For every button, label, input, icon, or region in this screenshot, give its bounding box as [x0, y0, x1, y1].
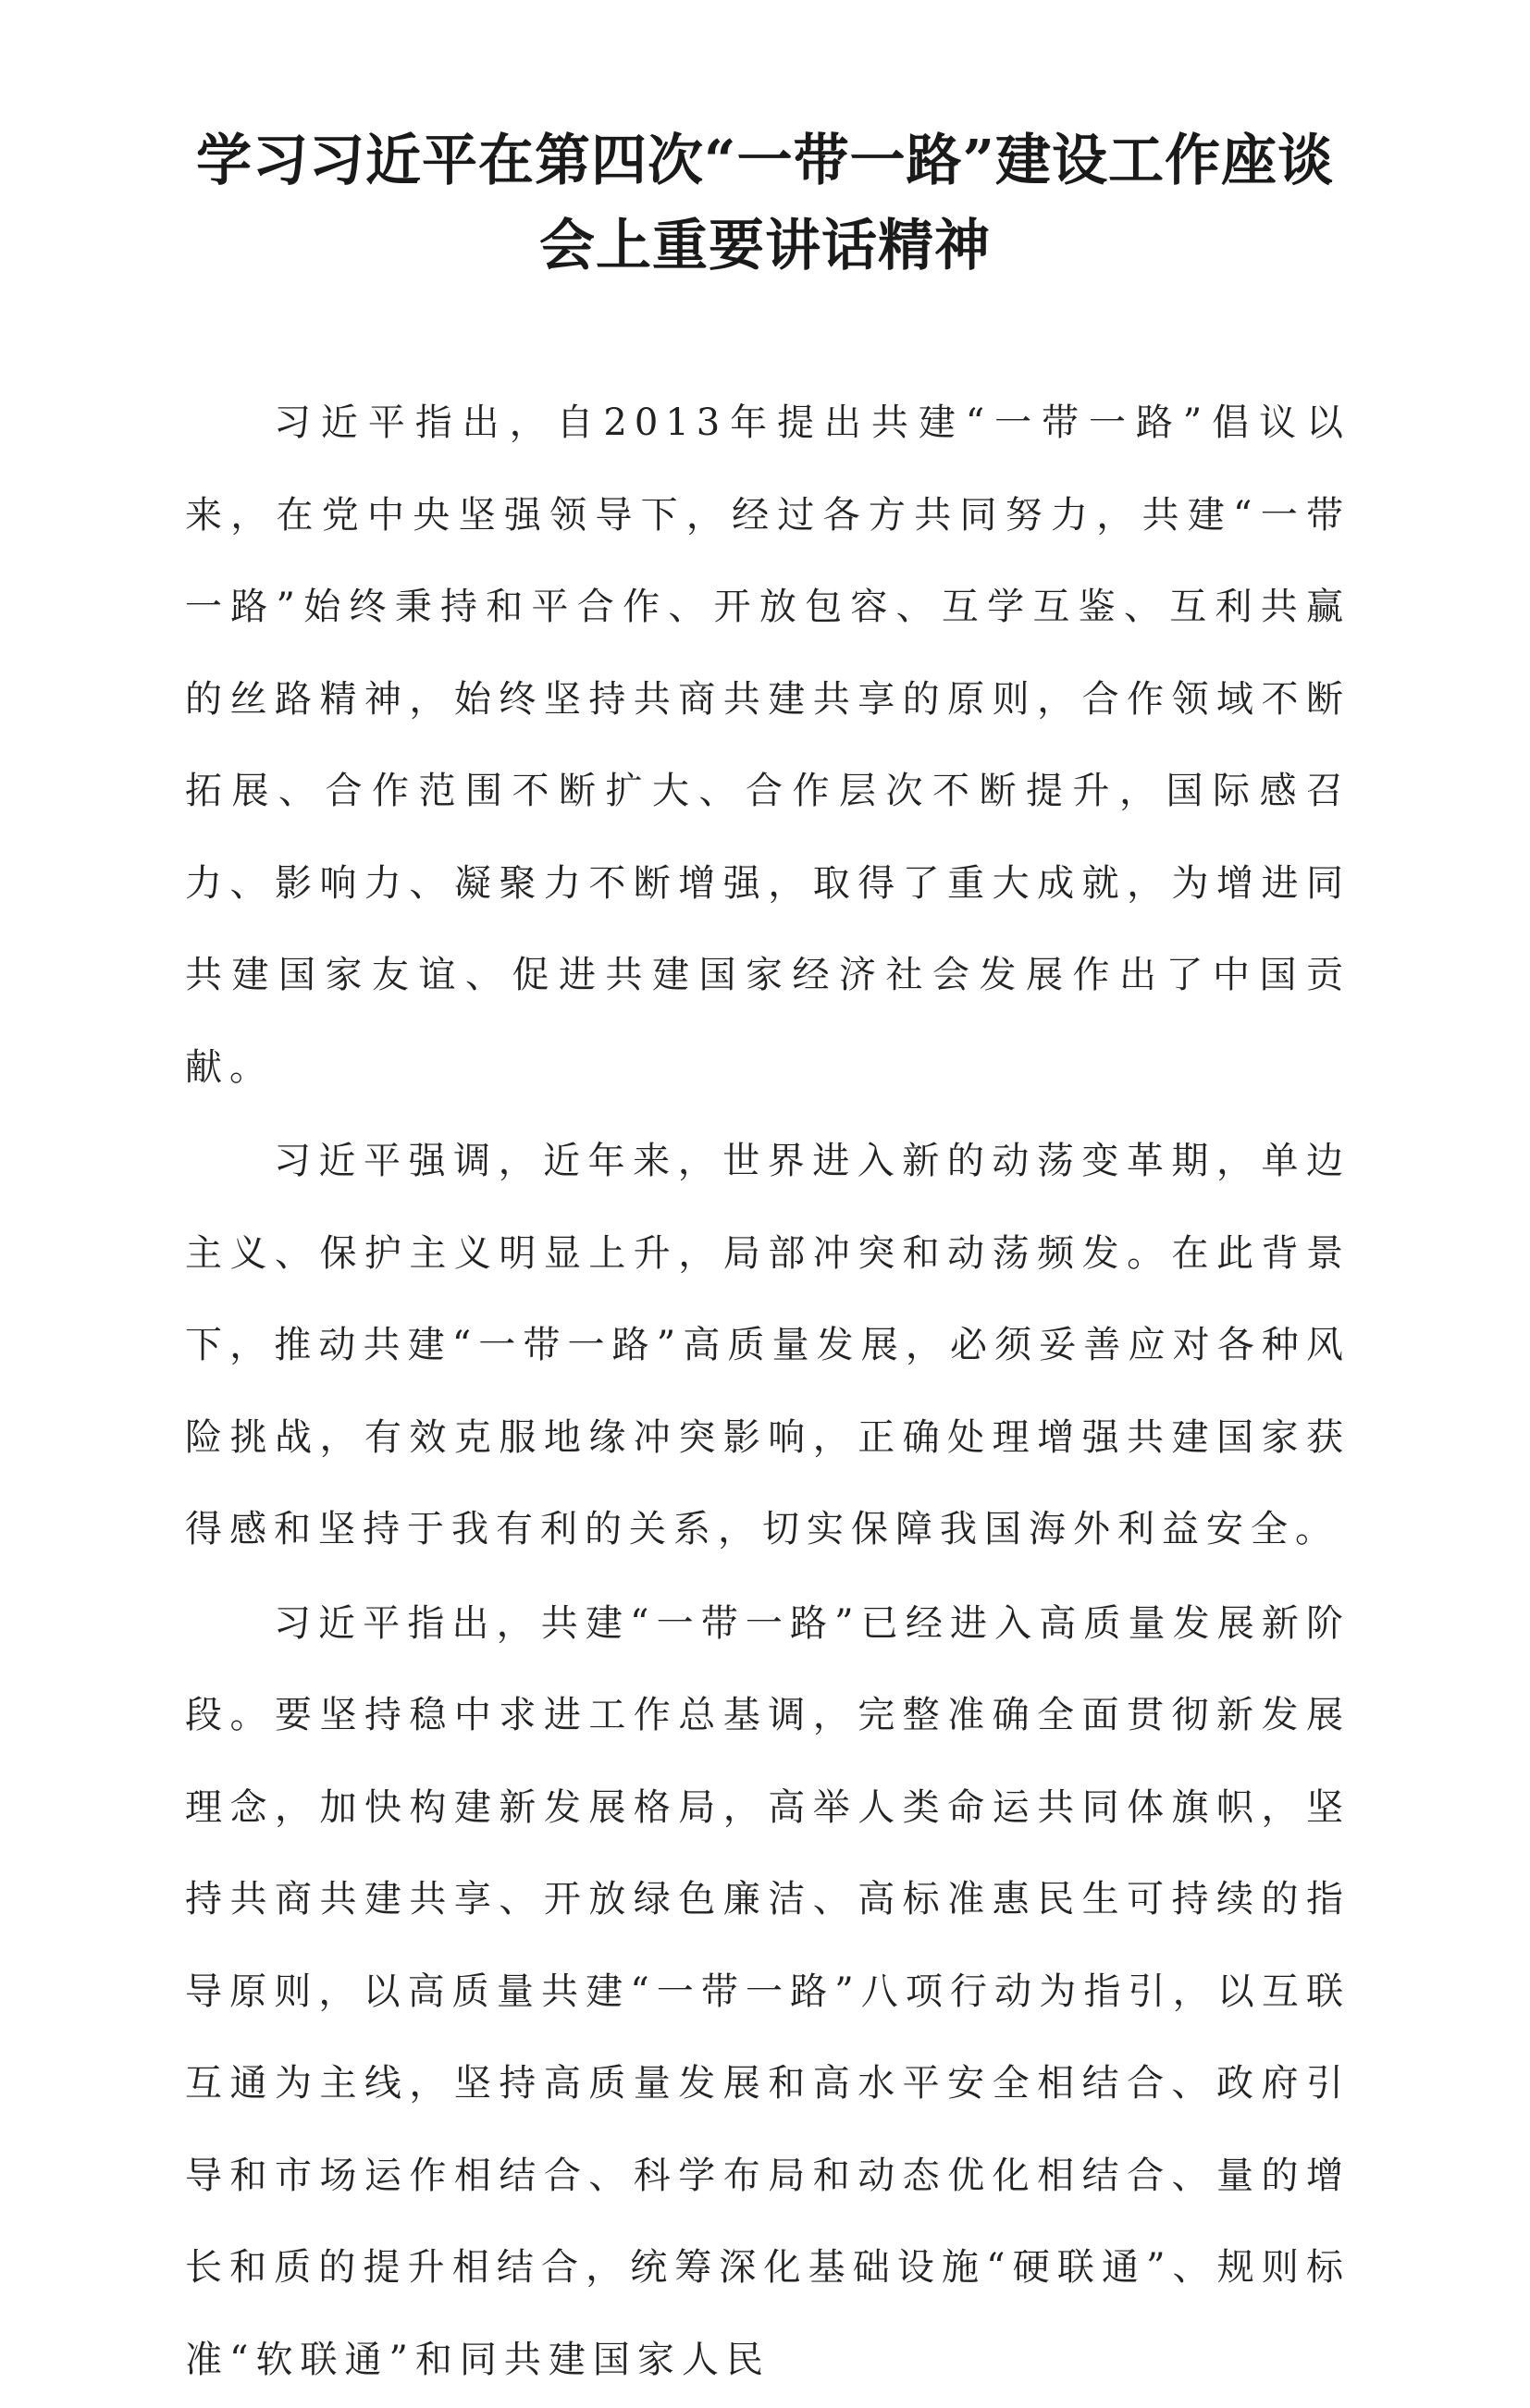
title-line-2: 会上重要讲话精神	[539, 214, 991, 278]
paragraph-2: 习近平强调，近年来，世界进入新的动荡变革期，单边主义、保护主义明显上升，局部冲突和动荡频发。在此背景下，推动共建“一带一路”高质量发展，必须妥善应对各种风险挑战，有效克服地缘冲突影响，正确处理增强共建国家获得感和坚持于我有利的关系，切实保障我国海外利益安全。	[185, 1140, 1351, 1550]
paragraph-1: 习近平指出，自2013年提出共建“一带一路”倡议以来，在党中央坚强领导下，经过各方共同努力，共建“一带一路”始终秉持和平合作、开放包容、互学互鉴、互利共赢的丝路精神，始终坚持共商共建共享的原则，合作领域不断拓展、合作范围不断扩大、合作层次不断提升，国际感召力、影响力、凝聚力不断增强，取得了重大成就，为增进同共建国家友谊、促进共建国家经济社会发展作出了中国贡献。	[185, 401, 1351, 1089]
paragraph-3: 习近平指出，共建“一带一路”已经进入高质量发展新阶段。要坚持稳中求进工作总基调，完整准确全面贯彻新发展理念，加快构建新发展格局，高举人类命运共同体旗帜，坚持共商共建共享、开放绿色廉洁、高标准惠民生可持续的指导原则，以高质量共建“一带一路”八项行动为指引，以互联互通为主线，坚持高质量发展和高水平安全相结合、政府引导和市场运作相结合、科学布局和动态优化相结合、量的增长和质的提升相结合，统筹深化基础设施“硬联通”、规则标准“软联通”和同共建国家人民	[185, 1601, 1351, 2381]
document-body	[185, 377, 1351, 2408]
document-title	[139, 118, 1391, 289]
title-line-1: 学习习近平在第四次“一带一路”建设工作座谈	[195, 129, 1335, 193]
